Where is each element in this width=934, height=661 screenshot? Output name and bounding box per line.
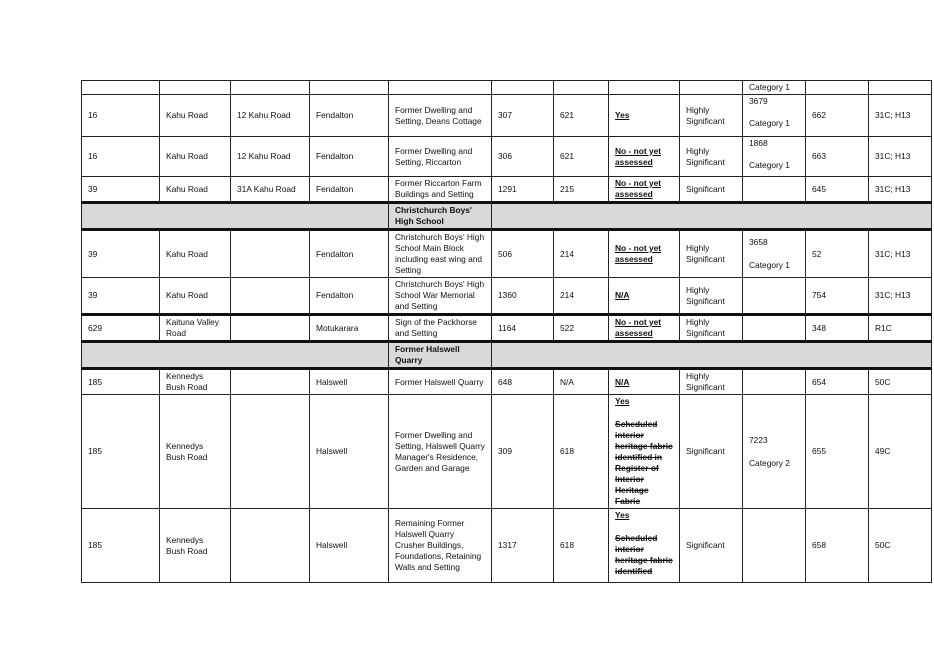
table-row bbox=[82, 95, 932, 137]
street-name: Kahu Road bbox=[160, 177, 231, 203]
table-row bbox=[82, 395, 932, 509]
suburb: Halswell bbox=[310, 395, 389, 509]
zone: 31C; H13 bbox=[869, 137, 932, 177]
statement-ref: 214 bbox=[554, 278, 609, 315]
suburb: Fendalton bbox=[310, 137, 389, 177]
significance: Significant bbox=[680, 509, 743, 583]
list-category: Category 2 bbox=[749, 457, 790, 468]
interior-status: No - not yet assessed bbox=[615, 145, 662, 167]
address: 31A Kahu Road bbox=[231, 177, 310, 203]
list-number: 3658 bbox=[749, 237, 768, 247]
street-name: Kahu Road bbox=[160, 95, 231, 137]
hnz-listing bbox=[743, 177, 806, 203]
statement-ref: 621 bbox=[554, 137, 609, 177]
heritage-id: 309 bbox=[492, 395, 554, 509]
street-name: Kahu Road bbox=[160, 137, 231, 177]
hnz-listing bbox=[743, 369, 806, 395]
street-name: Kennedys Bush Road bbox=[160, 395, 231, 509]
list-number: 7223 bbox=[749, 434, 768, 445]
zone: 50C bbox=[869, 369, 932, 395]
interior-status: N/A bbox=[615, 290, 630, 300]
statement-ref: 618 bbox=[554, 509, 609, 583]
statement-ref: N/A bbox=[554, 369, 609, 395]
heritage-id: 307 bbox=[492, 95, 554, 137]
address bbox=[231, 395, 310, 509]
table-row bbox=[82, 81, 932, 95]
list-category: Category 1 bbox=[749, 260, 790, 270]
zone: 31C; H13 bbox=[869, 230, 932, 278]
street-number: 39 bbox=[82, 230, 160, 278]
group-title: Christchurch Boys' High School bbox=[389, 203, 492, 230]
hnz-listing bbox=[743, 315, 806, 342]
description: Former Riccarton Farm Buildings and Setting bbox=[389, 177, 492, 203]
table-row bbox=[82, 177, 932, 203]
interior-status: No - not yet assessed bbox=[615, 243, 662, 264]
description: Former Dwelling and Setting, Deans Cottage bbox=[389, 95, 492, 137]
statement-ref: 522 bbox=[554, 315, 609, 342]
group-header-row bbox=[82, 342, 932, 369]
street-number: 16 bbox=[82, 137, 160, 177]
group-title: Former Halswell Quarry bbox=[389, 342, 492, 369]
hnz-listing bbox=[743, 230, 806, 278]
table-row bbox=[82, 509, 932, 583]
zone: 31C; H13 bbox=[869, 278, 932, 315]
zone: R1C bbox=[869, 315, 932, 342]
map-number: 662 bbox=[806, 95, 869, 137]
map-number: 658 bbox=[806, 509, 869, 583]
street-number: 629 bbox=[82, 315, 160, 342]
zone: 50C bbox=[869, 509, 932, 583]
heritage-id: 506 bbox=[492, 230, 554, 278]
table-row bbox=[82, 315, 932, 342]
map-number: 663 bbox=[806, 137, 869, 177]
street-name: Kennedys Bush Road bbox=[160, 369, 231, 395]
address bbox=[231, 278, 310, 315]
address bbox=[231, 230, 310, 278]
heritage-id: 306 bbox=[492, 137, 554, 177]
heritage-schedule-table bbox=[81, 80, 932, 583]
significance: Highly Significant bbox=[680, 369, 743, 395]
street-name: Kennedys Bush Road bbox=[160, 509, 231, 583]
hnz-listing bbox=[743, 137, 806, 177]
suburb: Fendalton bbox=[310, 278, 389, 315]
interior-status: No - not yet assessed bbox=[615, 178, 662, 199]
hnz-listing bbox=[743, 395, 806, 509]
map-number: 655 bbox=[806, 395, 869, 509]
statement-ref: 621 bbox=[554, 95, 609, 137]
suburb: Halswell bbox=[310, 369, 389, 395]
heritage-id: 648 bbox=[492, 369, 554, 395]
map-number: 348 bbox=[806, 315, 869, 342]
interior-status: Yes bbox=[615, 396, 630, 406]
struck-interior-note: Scheduled interior heritage fabric identified in Register of Interior Heritage Fabric bbox=[615, 419, 673, 506]
heritage-id: 1164 bbox=[492, 315, 554, 342]
table-row bbox=[82, 369, 932, 395]
suburb: Fendalton bbox=[310, 95, 389, 137]
address: 12 Kahu Road bbox=[231, 137, 310, 177]
description: Sign of the Packhorse and Setting bbox=[389, 315, 492, 342]
table-row bbox=[82, 137, 932, 177]
significance: Highly Significant bbox=[680, 278, 743, 315]
street-number: 39 bbox=[82, 177, 160, 203]
description: Former Halswell Quarry bbox=[389, 369, 492, 395]
street-name: Kahu Road bbox=[160, 278, 231, 315]
street-number: 185 bbox=[82, 509, 160, 583]
address bbox=[231, 509, 310, 583]
hnz-listing bbox=[743, 278, 806, 315]
list-category: Category 1 bbox=[749, 160, 790, 170]
address bbox=[231, 315, 310, 342]
category-cell: Category 1 bbox=[743, 81, 806, 95]
significance: Highly Significant bbox=[680, 230, 743, 278]
address bbox=[231, 369, 310, 395]
statement-ref: 214 bbox=[554, 230, 609, 278]
description: Former Dwelling and Setting, Riccarton bbox=[389, 137, 492, 177]
interior-status: Yes bbox=[615, 510, 630, 520]
street-name: Kahu Road bbox=[160, 230, 231, 278]
suburb: Motukarara bbox=[310, 315, 389, 342]
list-number: 3679 bbox=[749, 96, 768, 106]
street-number: 16 bbox=[82, 95, 160, 137]
struck-interior-note: Scheduled interior heritage fabric identified bbox=[615, 533, 673, 576]
map-number: 654 bbox=[806, 369, 869, 395]
significance: Highly Significant bbox=[680, 137, 743, 177]
statement-ref: 215 bbox=[554, 177, 609, 203]
map-number: 52 bbox=[806, 230, 869, 278]
map-number: 754 bbox=[806, 278, 869, 315]
map-number: 645 bbox=[806, 177, 869, 203]
significance: Significant bbox=[680, 177, 743, 203]
significance: Highly Significant bbox=[680, 315, 743, 342]
suburb: Fendalton bbox=[310, 177, 389, 203]
interior-status-cell bbox=[609, 395, 680, 509]
heritage-id: 1317 bbox=[492, 509, 554, 583]
interior-status: Yes bbox=[615, 110, 630, 120]
statement-ref: 618 bbox=[554, 395, 609, 509]
zone: 31C; H13 bbox=[869, 177, 932, 203]
street-number: 185 bbox=[82, 369, 160, 395]
street-number: 185 bbox=[82, 395, 160, 509]
zone: 49C bbox=[869, 395, 932, 509]
description: Former Dwelling and Setting, Halswell Quarry Manager's Residence, Garden and Garage bbox=[389, 395, 492, 509]
heritage-id: 1291 bbox=[492, 177, 554, 203]
street-name: Kaituna Valley Road bbox=[160, 315, 231, 342]
hnz-listing bbox=[743, 95, 806, 137]
heritage-id: 1360 bbox=[492, 278, 554, 315]
significance: Highly Significant bbox=[680, 95, 743, 137]
description: Christchurch Boys' High School War Memorial and Setting bbox=[389, 278, 492, 315]
interior-status-cell bbox=[609, 509, 680, 583]
heritage-schedule-table-page bbox=[81, 80, 931, 583]
description: Christchurch Boys' High School Main Block including east wing and Setting bbox=[389, 230, 492, 278]
list-number: 1868 bbox=[749, 138, 768, 148]
interior-status: No - not yet assessed bbox=[615, 317, 662, 338]
suburb: Fendalton bbox=[310, 230, 389, 278]
interior-status: N/A bbox=[615, 376, 630, 387]
suburb: Halswell bbox=[310, 509, 389, 583]
table-row bbox=[82, 278, 932, 315]
street-number: 39 bbox=[82, 278, 160, 315]
address: 12 Kahu Road bbox=[231, 95, 310, 137]
hnz-listing bbox=[743, 509, 806, 583]
description: Remaining Former Halswell Quarry Crusher Buildings, Foundations, Retaining Walls and Setting bbox=[389, 509, 492, 583]
table-row bbox=[82, 230, 932, 278]
zone: 31C; H13 bbox=[869, 95, 932, 137]
list-category: Category 1 bbox=[749, 118, 790, 128]
significance: Significant bbox=[680, 395, 743, 509]
group-header-row bbox=[82, 203, 932, 230]
